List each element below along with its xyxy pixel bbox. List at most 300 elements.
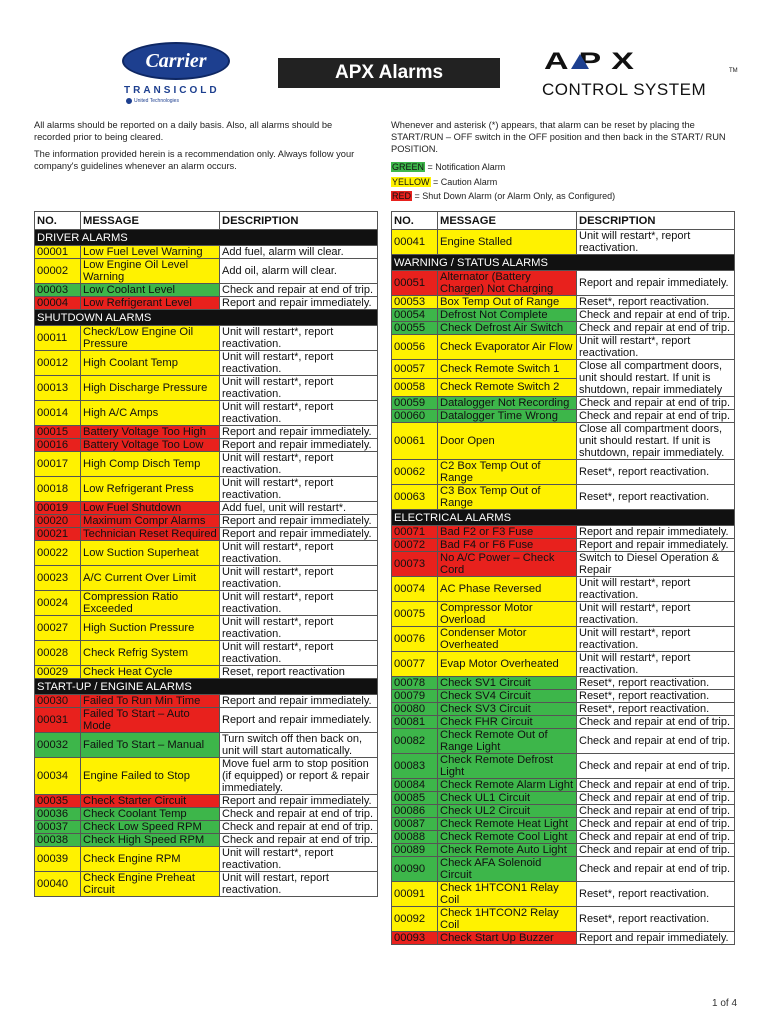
table-row xyxy=(392,677,735,690)
alarm-number: 00093 xyxy=(392,932,438,945)
alarm-message: Compressor Motor Overload xyxy=(438,602,577,627)
alarm-message: Low Engine Oil Level Warning xyxy=(81,259,220,284)
alarm-number: 00002 xyxy=(35,259,81,284)
alarm-description: Unit will restart*, report reactivation. xyxy=(220,351,378,376)
alarm-number: 00062 xyxy=(392,460,438,485)
table-row xyxy=(392,577,735,602)
table-row xyxy=(392,805,735,818)
alarm-number: 00017 xyxy=(35,452,81,477)
alarm-number: 00035 xyxy=(35,795,81,808)
section-header-row xyxy=(392,255,735,271)
alarm-message: Check 1HTCON2 Relay Coil xyxy=(438,907,577,932)
alarm-description: Check and repair at end of trip. xyxy=(577,818,735,831)
alarm-number: 00038 xyxy=(35,834,81,847)
alarm-description: Unit will restart*, report reactivation. xyxy=(220,477,378,502)
alarm-description: Close all compartment doors, unit should restart. If unit is shutdown, repair immediately xyxy=(577,360,735,397)
alarm-description: Unit will restart*, report reactivation. xyxy=(577,652,735,677)
table-row xyxy=(35,541,378,566)
table-row xyxy=(35,708,378,733)
alarm-number: 00020 xyxy=(35,515,81,528)
alarm-message: Check Remote Defrost Light xyxy=(438,754,577,779)
alarm-number: 00083 xyxy=(392,754,438,779)
alarm-message: Check UL1 Circuit xyxy=(438,792,577,805)
alarm-number: 00091 xyxy=(392,882,438,907)
section-title: SHUTDOWN ALARMS xyxy=(35,310,378,326)
table-row xyxy=(35,401,378,426)
alarm-description: Unit will restart*, report reactivation. xyxy=(577,627,735,652)
alarm-message: Engine Failed to Stop xyxy=(81,758,220,795)
table-row xyxy=(35,695,378,708)
alarm-description: Check and repair at end of trip. xyxy=(577,805,735,818)
alarm-message: C2 Box Temp Out of Range xyxy=(438,460,577,485)
alarm-message: Check/Low Engine Oil Pressure xyxy=(81,326,220,351)
alarm-number: 00090 xyxy=(392,857,438,882)
alarm-number: 00041 xyxy=(392,230,438,255)
table-row xyxy=(35,528,378,541)
alarm-description: Reset*, report reactivation. xyxy=(577,907,735,932)
table-row xyxy=(392,360,735,379)
table-row xyxy=(35,439,378,452)
table-row xyxy=(35,326,378,351)
alarm-message: AC Phase Reversed xyxy=(438,577,577,602)
table-row xyxy=(35,872,378,897)
alarm-description: Report and repair immediately. xyxy=(577,271,735,296)
alarm-description: Report and repair immediately. xyxy=(220,528,378,541)
table-row xyxy=(35,795,378,808)
alarm-number: 00059 xyxy=(392,397,438,410)
alarm-number: 00075 xyxy=(392,602,438,627)
alarm-message: High Comp Disch Temp xyxy=(81,452,220,477)
table-row xyxy=(392,539,735,552)
alarm-description: Check and repair at end of trip. xyxy=(577,729,735,754)
alarms-table-right xyxy=(391,211,735,945)
alarms-table-left xyxy=(34,211,378,897)
alarm-number: 00057 xyxy=(392,360,438,379)
alarm-description: Report and repair immediately. xyxy=(220,695,378,708)
table-row xyxy=(35,259,378,284)
apx-triangle-icon xyxy=(571,54,589,69)
alarm-message: High A/C Amps xyxy=(81,401,220,426)
alarm-description: Move fuel arm to stop position (if equipped) or report & repair immediately. xyxy=(220,758,378,795)
alarm-number: 00076 xyxy=(392,627,438,652)
alarm-message: Check Engine RPM xyxy=(81,847,220,872)
alarm-message: Door Open xyxy=(438,423,577,460)
alarm-message: Check Defrost Air Switch xyxy=(438,322,577,335)
alarm-number: 00022 xyxy=(35,541,81,566)
alarm-number: 00024 xyxy=(35,591,81,616)
table-row xyxy=(35,733,378,758)
carrier-wordmark: Carrier xyxy=(145,49,207,72)
table-row xyxy=(392,716,735,729)
alarm-number: 00071 xyxy=(392,526,438,539)
alarm-number: 00086 xyxy=(392,805,438,818)
alarm-message: Low Refrigerant Level xyxy=(81,297,220,310)
carrier-transicold-logo xyxy=(118,42,234,106)
alarm-description: Report and repair immediately. xyxy=(577,932,735,945)
alarm-description: Report and repair immediately. xyxy=(220,708,378,733)
reset-note: Whenever and asterisk (*) appears, that alarm can be reset by placing the START/RUN – OFF switch in the OFF position and then back in the START/ RUN POSITION. xyxy=(391,120,726,155)
alarm-description: Unit will restart*, report reactivation. xyxy=(577,230,735,255)
alarm-message: Alternator (Battery Charger) Not Charging xyxy=(438,271,577,296)
alarm-message: Technician Reset Required xyxy=(81,528,220,541)
alarm-message: Evap Motor Overheated xyxy=(438,652,577,677)
table-row xyxy=(35,297,378,310)
alarm-description: Reset*, report reactivation. xyxy=(577,690,735,703)
alarm-number: 00023 xyxy=(35,566,81,591)
table-row xyxy=(392,754,735,779)
alarm-description: Check and repair at end of trip. xyxy=(577,716,735,729)
alarm-description: Unit will restart*, report reactivation. xyxy=(220,326,378,351)
alarm-message: Low Fuel Level Warning xyxy=(81,246,220,259)
utc-tag-text: United Technologies xyxy=(134,98,179,104)
alarm-message: Low Suction Superheat xyxy=(81,541,220,566)
table-row xyxy=(392,703,735,716)
legend-red-text: = Shut Down Alarm (or Alarm Only, as Configured) xyxy=(412,191,616,202)
alarm-number: 00063 xyxy=(392,485,438,510)
table-row xyxy=(35,666,378,679)
alarm-number: 00055 xyxy=(392,322,438,335)
alarm-message: Compression Ratio Exceeded xyxy=(81,591,220,616)
alarm-message: Check Remote Switch 1 xyxy=(438,360,577,379)
alarm-description: Report and repair immediately. xyxy=(577,526,735,539)
apx-trademark: TM xyxy=(729,68,738,74)
alarm-description: Check and repair at end of trip. xyxy=(577,844,735,857)
page-title: APX Alarms xyxy=(278,58,500,88)
table-row xyxy=(35,515,378,528)
section-title: DRIVER ALARMS xyxy=(35,230,378,246)
table-row xyxy=(392,729,735,754)
table-row xyxy=(35,834,378,847)
section-title: START-UP / ENGINE ALARMS xyxy=(35,679,378,695)
alarm-number: 00079 xyxy=(392,690,438,703)
alarm-description: Reset, report reactivation xyxy=(220,666,378,679)
alarm-description: Unit will restart*, report reactivation. xyxy=(577,602,735,627)
table-row xyxy=(35,566,378,591)
alarm-number: 00056 xyxy=(392,335,438,360)
table-row xyxy=(35,591,378,616)
alarm-number: 00089 xyxy=(392,844,438,857)
table-row xyxy=(392,423,735,460)
alarm-message: Check UL2 Circuit xyxy=(438,805,577,818)
alarm-number: 00032 xyxy=(35,733,81,758)
table-row xyxy=(392,882,735,907)
table-row xyxy=(392,907,735,932)
alarm-message: Datalogger Time Wrong xyxy=(438,410,577,423)
alarm-number: 00054 xyxy=(392,309,438,322)
alarm-number: 00051 xyxy=(392,271,438,296)
table-row xyxy=(392,322,735,335)
alarm-description: Unit will restart*, report reactivation. xyxy=(220,591,378,616)
table-row xyxy=(392,844,735,857)
table-row xyxy=(392,552,735,577)
alarm-message: Check FHR Circuit xyxy=(438,716,577,729)
alarm-number: 00092 xyxy=(392,907,438,932)
table-row xyxy=(392,627,735,652)
alarm-message: A/C Current Over Limit xyxy=(81,566,220,591)
alarm-number: 00061 xyxy=(392,423,438,460)
table-row xyxy=(392,309,735,322)
alarm-description: Reset*, report reactivation. xyxy=(577,677,735,690)
alarm-description: Check and repair at end of trip. xyxy=(577,831,735,844)
table-row xyxy=(392,410,735,423)
alarm-message: Check Remote Out of Range Light xyxy=(438,729,577,754)
alarm-number: 00031 xyxy=(35,708,81,733)
alarm-description: Report and repair immediately. xyxy=(220,439,378,452)
alarm-number: 00074 xyxy=(392,577,438,602)
alarm-description: Unit will restart*, report reactivation. xyxy=(220,541,378,566)
legend-red xyxy=(391,189,731,203)
table-row xyxy=(392,335,735,360)
alarm-number: 00073 xyxy=(392,552,438,577)
table-row xyxy=(392,932,735,945)
alarm-description: Turn switch off then back on, unit will start automatically. xyxy=(220,733,378,758)
alarm-description: Check and repair at end of trip. xyxy=(577,779,735,792)
alarm-description: Reset*, report reactivation. xyxy=(577,296,735,309)
alarm-number: 00060 xyxy=(392,410,438,423)
alarm-number: 00036 xyxy=(35,808,81,821)
intro-paragraph-1: All alarms should be reported on a daily basis. Also, all alarms should be recorded prior to being cleared. xyxy=(34,120,333,143)
alarm-message: Check SV1 Circuit xyxy=(438,677,577,690)
section-title: ELECTRICAL ALARMS xyxy=(392,510,735,526)
alarm-description: Unit will restart*, report reactivation. xyxy=(577,577,735,602)
alarm-message: Engine Stalled xyxy=(438,230,577,255)
alarm-number: 00037 xyxy=(35,821,81,834)
alarm-message: High Discharge Pressure xyxy=(81,376,220,401)
alarm-number: 00029 xyxy=(35,666,81,679)
table-row xyxy=(392,485,735,510)
table-row xyxy=(35,821,378,834)
alarm-description: Reset*, report reactivation. xyxy=(577,703,735,716)
page-number: 1 of 4 xyxy=(712,998,738,1009)
alarm-number: 00080 xyxy=(392,703,438,716)
alarm-number: 00012 xyxy=(35,351,81,376)
alarm-number: 00077 xyxy=(392,652,438,677)
alarm-number: 00085 xyxy=(392,792,438,805)
table-row xyxy=(35,351,378,376)
alarm-description: Check and repair at end of trip. xyxy=(577,792,735,805)
alarm-message: Check Starter Circuit xyxy=(81,795,220,808)
alarm-message: Check Coolant Temp xyxy=(81,808,220,821)
alarm-message: Check AFA Solenoid Circuit xyxy=(438,857,577,882)
alarm-number: 00078 xyxy=(392,677,438,690)
color-legend xyxy=(391,160,731,203)
table-row xyxy=(35,758,378,795)
alarm-description: Check and repair at end of trip. xyxy=(577,309,735,322)
alarm-number: 00030 xyxy=(35,695,81,708)
legend-green xyxy=(391,160,731,174)
table-row xyxy=(35,284,378,297)
alarm-number: 00072 xyxy=(392,539,438,552)
alarm-message: Failed To Start – Auto Mode xyxy=(81,708,220,733)
alarm-message: Check Heat Cycle xyxy=(81,666,220,679)
table-row xyxy=(35,808,378,821)
table-row xyxy=(392,818,735,831)
intro-left xyxy=(34,119,364,177)
alarm-message: Condenser Motor Overheated xyxy=(438,627,577,652)
apx-wordmark: APX xyxy=(544,48,644,75)
alarm-message: Check Evaporator Air Flow xyxy=(438,335,577,360)
alarm-number: 00040 xyxy=(35,872,81,897)
table-row xyxy=(35,477,378,502)
alarm-description: Unit will restart, report reactivation. xyxy=(220,872,378,897)
section-header-row xyxy=(35,679,378,695)
alarm-description: Unit will restart*, report reactivation. xyxy=(220,376,378,401)
legend-green-text: = Notification Alarm xyxy=(425,162,506,173)
alarm-message: Check Refrig System xyxy=(81,641,220,666)
alarm-number: 00082 xyxy=(392,729,438,754)
table-row xyxy=(392,230,735,255)
alarm-description: Check and repair at end of trip. xyxy=(577,397,735,410)
alarm-number: 00039 xyxy=(35,847,81,872)
alarm-message: Check Remote Switch 2 xyxy=(438,378,577,397)
utc-icon xyxy=(126,98,132,104)
alarm-number: 00015 xyxy=(35,426,81,439)
alarm-message: Low Refrigerant Press xyxy=(81,477,220,502)
alarm-description: Unit will restart*, report reactivation. xyxy=(220,641,378,666)
table-row xyxy=(392,602,735,627)
alarm-message: Check 1HTCON1 Relay Coil xyxy=(438,882,577,907)
section-header-row xyxy=(392,510,735,526)
table-row xyxy=(392,271,735,296)
alarm-message: Datalogger Not Recording xyxy=(438,397,577,410)
legend-yellow-text: = Caution Alarm xyxy=(430,176,498,187)
table-row xyxy=(392,397,735,410)
alarm-number: 00084 xyxy=(392,779,438,792)
alarm-number: 00004 xyxy=(35,297,81,310)
alarm-description: Unit will restart*, report reactivation. xyxy=(220,401,378,426)
alarm-number: 00088 xyxy=(392,831,438,844)
table-row xyxy=(392,792,735,805)
alarm-description: Reset*, report reactivation. xyxy=(577,882,735,907)
alarm-message: Check Start Up Buzzer xyxy=(438,932,577,945)
alarm-number: 00053 xyxy=(392,296,438,309)
alarm-message: Check Low Speed RPM xyxy=(81,821,220,834)
legend-yellow-swatch: YELLOW xyxy=(392,176,430,187)
transicold-wordmark: TRANSICOLD xyxy=(124,85,220,96)
alarm-description: Check and repair at end of trip. xyxy=(220,284,378,297)
table-row xyxy=(392,857,735,882)
table-row xyxy=(392,652,735,677)
alarm-message: Check Remote Cool Light xyxy=(438,831,577,844)
alarm-number: 00058 xyxy=(392,378,438,397)
alarm-number: 00019 xyxy=(35,502,81,515)
alarm-description: Unit will restart*, report reactivation. xyxy=(220,566,378,591)
alarm-description: Close all compartment doors, unit should restart. If unit is shutdown, repair immediately. xyxy=(577,423,735,460)
header-no: NO. xyxy=(35,212,81,230)
alarm-number: 00021 xyxy=(35,528,81,541)
table-row xyxy=(392,460,735,485)
table-row xyxy=(35,246,378,259)
section-header-row xyxy=(35,310,378,326)
alarm-message: Check SV4 Circuit xyxy=(438,690,577,703)
alarm-description: Add fuel, alarm will clear. xyxy=(220,246,378,259)
alarm-description: Check and repair at end of trip. xyxy=(220,834,378,847)
alarm-number: 00034 xyxy=(35,758,81,795)
carrier-oval-icon xyxy=(122,42,230,80)
table-row xyxy=(35,616,378,641)
alarm-message: Maximum Compr Alarms xyxy=(81,515,220,528)
table-row xyxy=(392,526,735,539)
alarm-description: Report and repair immediately. xyxy=(220,297,378,310)
alarm-description: Reset*, report reactivation. xyxy=(577,485,735,510)
table-row xyxy=(392,779,735,792)
header-description: DESCRIPTION xyxy=(220,212,378,230)
intro-right xyxy=(391,119,731,203)
alarm-message: Failed To Run Min Time xyxy=(81,695,220,708)
utc-tag xyxy=(126,98,179,104)
alarm-message: Check Engine Preheat Circuit xyxy=(81,872,220,897)
alarm-message: Check SV3 Circuit xyxy=(438,703,577,716)
alarm-message: Check High Speed RPM xyxy=(81,834,220,847)
alarm-description: Reset*, report reactivation. xyxy=(577,460,735,485)
alarm-number: 00018 xyxy=(35,477,81,502)
alarm-description: Check and repair at end of trip. xyxy=(577,754,735,779)
alarm-number: 00027 xyxy=(35,616,81,641)
intro-paragraph-2: The information provided herein is a recommendation only. Always follow your company's guidelines whenever an alarm occurs. xyxy=(34,149,355,172)
alarm-description: Switch to Diesel Operation & Repair xyxy=(577,552,735,577)
alarm-message: Battery Voltage Too Low xyxy=(81,439,220,452)
alarm-description: Check and repair at end of trip. xyxy=(577,322,735,335)
alarm-message: Bad F4 or F6 Fuse xyxy=(438,539,577,552)
header-no: NO. xyxy=(392,212,438,230)
alarm-message: Box Temp Out of Range xyxy=(438,296,577,309)
header-message: MESSAGE xyxy=(81,212,220,230)
alarm-message: High Coolant Temp xyxy=(81,351,220,376)
alarm-description: Unit will restart*, report reactivation. xyxy=(220,847,378,872)
alarm-description: Add fuel, unit will restart*. xyxy=(220,502,378,515)
header-description: DESCRIPTION xyxy=(577,212,735,230)
alarm-description: Unit will restart*, report reactivation. xyxy=(220,452,378,477)
table-row xyxy=(35,641,378,666)
apx-control-system-logo xyxy=(538,44,738,104)
alarm-number: 00014 xyxy=(35,401,81,426)
alarm-description: Check and repair at end of trip. xyxy=(577,410,735,423)
alarm-message: Check Remote Auto Light xyxy=(438,844,577,857)
control-system-wordmark: CONTROL SYSTEM xyxy=(542,80,707,99)
alarm-message: Check Remote Alarm Light xyxy=(438,779,577,792)
table-row xyxy=(35,376,378,401)
alarm-description: Report and repair immediately. xyxy=(220,515,378,528)
table-header-row xyxy=(35,212,378,230)
alarm-description: Add oil, alarm will clear. xyxy=(220,259,378,284)
alarm-description: Report and repair immediately. xyxy=(220,426,378,439)
table-row xyxy=(35,452,378,477)
table-row xyxy=(392,296,735,309)
alarm-description: Report and repair immediately. xyxy=(220,795,378,808)
table-row xyxy=(392,690,735,703)
table-header-row xyxy=(392,212,735,230)
table-row xyxy=(35,847,378,872)
alarm-description: Report and repair immediately. xyxy=(577,539,735,552)
legend-yellow xyxy=(391,175,731,189)
alarm-message: Defrost Not Complete xyxy=(438,309,577,322)
alarm-message: C3 Box Temp Out of Range xyxy=(438,485,577,510)
alarm-number: 00081 xyxy=(392,716,438,729)
header-message: MESSAGE xyxy=(438,212,577,230)
alarm-number: 00028 xyxy=(35,641,81,666)
alarm-description: Check and repair at end of trip. xyxy=(577,857,735,882)
alarm-message: Check Remote Heat Light xyxy=(438,818,577,831)
alarm-message: High Suction Pressure xyxy=(81,616,220,641)
alarm-number: 00087 xyxy=(392,818,438,831)
alarm-message: Low Fuel Shutdown xyxy=(81,502,220,515)
alarm-message: Low Coolant Level xyxy=(81,284,220,297)
alarm-description: Unit will restart*, report reactivation. xyxy=(220,616,378,641)
alarm-number: 00013 xyxy=(35,376,81,401)
table-row xyxy=(35,426,378,439)
alarm-number: 00001 xyxy=(35,246,81,259)
alarm-description: Check and repair at end of trip. xyxy=(220,821,378,834)
